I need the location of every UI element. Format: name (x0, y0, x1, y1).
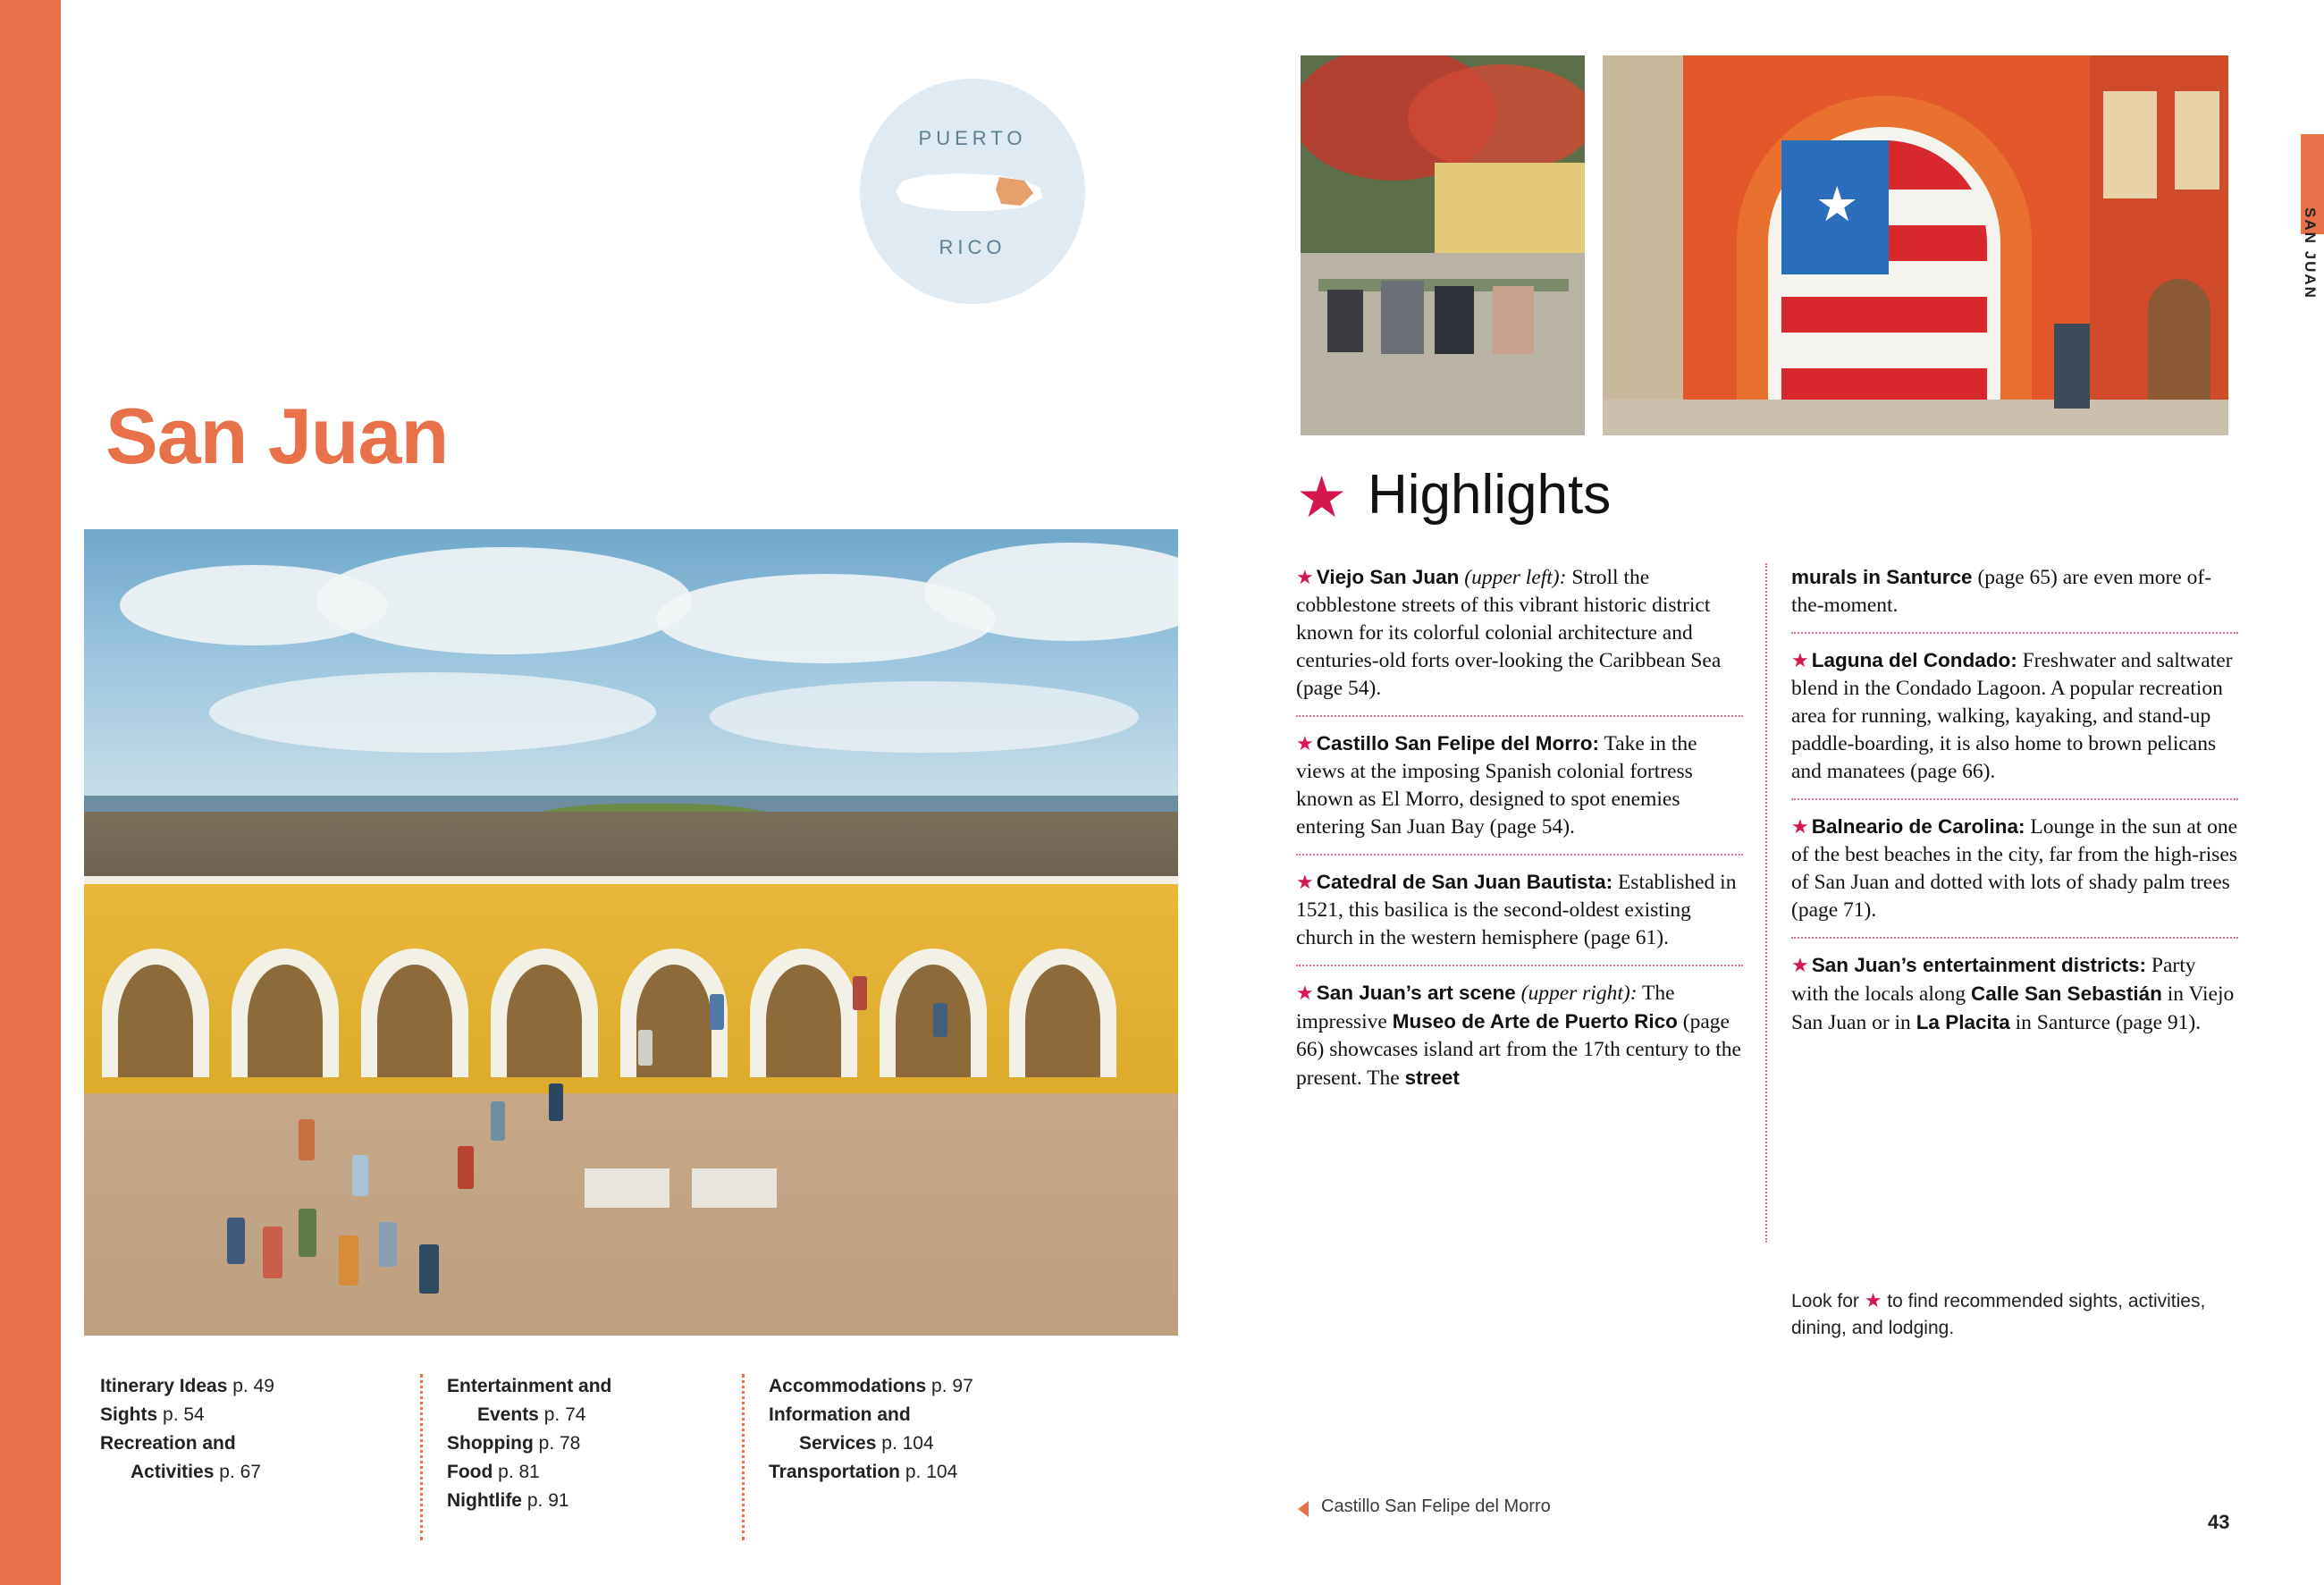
toc-entry[interactable]: Sights p. 54 (100, 1404, 205, 1425)
highlights-column-right (1791, 563, 2238, 1050)
caption-arrow-icon (1298, 1501, 1309, 1517)
toc-entry[interactable]: Transportation p. 104 (769, 1462, 958, 1482)
toc-column-3 (744, 1372, 1065, 1487)
toc-entry[interactable]: Recreation and (100, 1433, 236, 1454)
highlight-item: ★ Viejo San Juan (upper left): Stroll the cobblestone streets of this vibrant historic district known for its colorful colonial architecture and centuries-old forts over-looking the Caribbean Sea (page 54). (1296, 566, 1722, 700)
highlight-item: ★ San Juan’s entertainment districts: Party with the locals along Calle San Sebastián in Viejo San Juan or in La Placita in Santurce (page 91). (1791, 937, 2238, 1050)
roundel-top-label: PUERTO (918, 127, 1027, 149)
toc-entry[interactable]: Itinerary Ideas p. 49 (100, 1376, 274, 1396)
highlights-column-left (1296, 563, 1743, 1105)
toc-entry[interactable]: Information and (769, 1404, 911, 1425)
highlights-column-divider (1765, 563, 1767, 1243)
toc-column-2 (422, 1372, 730, 1515)
highlight-item: ★ Castillo San Felipe del Morro: Take in the views at the imposing Spanish colonial fortress known as El Morro, designed to spot enemies entering San Juan Bay (page 54). (1296, 715, 1743, 854)
highlights-star-icon: ★ (1296, 466, 1348, 529)
page-title: San Juan (105, 392, 449, 480)
highlight-item: murals in Santurce (page 65) are even more of-the-moment. (1791, 566, 2212, 617)
highlight-item: ★ Catedral de San Juan Bautista: Established in 1521, this basilica is the second-oldest existing church in the western hemisphere (page 61). (1296, 854, 1743, 965)
toc-entry[interactable]: Activities p. 67 (131, 1462, 261, 1482)
highlight-item: ★ San Juan’s art scene (upper right): The impressive Museo de Arte de Puerto Rico (page 66) showcases island art from the 17th century to the present. The street (1296, 965, 1743, 1105)
toc-entry[interactable]: Shopping p. 78 (447, 1433, 581, 1454)
toc-entry[interactable]: Entertainment and (447, 1376, 612, 1396)
chapter-tab-label: SAN JUAN (2302, 207, 2319, 299)
photo-puerto-rico-flag-mural: ★ (1603, 55, 2228, 435)
toc-entry[interactable]: Services p. 104 (799, 1433, 934, 1454)
puerto-rico-map-icon (890, 164, 1057, 220)
toc-entry[interactable]: Food p. 81 (447, 1462, 540, 1482)
highlight-item: ★ Laguna del Condado: Freshwater and saltwater blend in the Condado Lagoon. A popular recreation area for running, walking, kayaking, and stand-up paddle-boarding, it is also home to brown pelicans and manatees (page 66). (1791, 632, 2238, 798)
look-for-note: Look for ★ to find recommended sights, activities, dining, and lodging. (1791, 1289, 2206, 1338)
photo-caption: Castillo San Felipe del Morro (1321, 1496, 1551, 1516)
toc-entry[interactable]: Events p. 74 (477, 1404, 586, 1425)
puerto-rico-locator-roundel (860, 79, 1085, 304)
photo-viejo-san-juan-plaza (1301, 55, 1585, 435)
page-number: 43 (2208, 1511, 2230, 1533)
toc-entry[interactable]: Nightlife p. 91 (447, 1490, 569, 1511)
chapter-contents-list (100, 1372, 1182, 1551)
photo-castillo-san-felipe-del-morro (84, 529, 1178, 1336)
left-spine-bar (0, 0, 61, 1585)
roundel-bottom-label: RICO (939, 236, 1006, 258)
highlights-heading: Highlights (1368, 464, 1612, 526)
toc-entry[interactable]: Accommodations p. 97 (769, 1376, 973, 1396)
highlight-item: ★ Balneario de Carolina: Lounge in the sun at one of the best beaches in the city, far from the high-rises of San Juan and dotted with lots of shady palm trees (page 71). (1791, 798, 2238, 937)
toc-column-1 (100, 1372, 408, 1487)
